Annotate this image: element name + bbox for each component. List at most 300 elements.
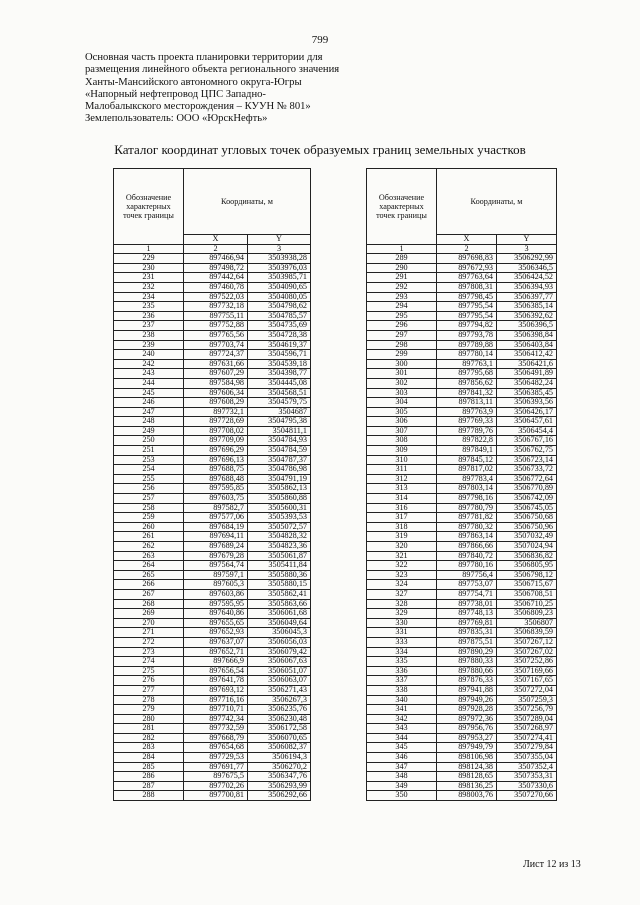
y-coordinate: 3506750,68 xyxy=(497,513,557,523)
table-row xyxy=(367,772,557,782)
x-coordinate: 897584,98 xyxy=(184,378,248,388)
y-coordinate: 3504823,36 xyxy=(248,542,311,552)
y-coordinate: 3506235,76 xyxy=(248,705,311,715)
x-coordinate: 897840,72 xyxy=(437,551,497,561)
x-coordinate: 897763,9 xyxy=(437,407,497,417)
y-coordinate: 3506708,51 xyxy=(497,589,557,599)
x-coordinate: 897783,4 xyxy=(437,474,497,484)
point-number: 347 xyxy=(367,762,437,772)
point-number: 302 xyxy=(367,378,437,388)
y-coordinate: 3503938,28 xyxy=(248,254,311,264)
x-coordinate: 897728,69 xyxy=(184,417,248,427)
x-coordinate: 897738,01 xyxy=(437,599,497,609)
x-coordinate: 897688,75 xyxy=(184,465,248,475)
x-coordinate: 897724,37 xyxy=(184,350,248,360)
point-number: 265 xyxy=(114,570,184,580)
x-coordinate: 897765,56 xyxy=(184,330,248,340)
y-coordinate: 3507274,41 xyxy=(497,733,557,743)
y-coordinate: 3506836,82 xyxy=(497,551,557,561)
point-number: 343 xyxy=(367,724,437,734)
point-number: 293 xyxy=(367,292,437,302)
x-coordinate: 897595,95 xyxy=(184,599,248,609)
x-coordinate: 897863,14 xyxy=(437,532,497,542)
table-row xyxy=(114,282,311,292)
table-row xyxy=(367,561,557,571)
y-coordinate: 3504811,1 xyxy=(248,426,311,436)
x-coordinate: 897702,26 xyxy=(184,781,248,791)
header-line: размещения линейного объекта регионального значения xyxy=(85,64,340,76)
coords-header: Координаты, м xyxy=(184,169,311,235)
x-coordinate: 897708,02 xyxy=(184,426,248,436)
point-number: 292 xyxy=(367,282,437,292)
page-number: 799 xyxy=(311,34,329,46)
x-coordinate: 897442,64 xyxy=(184,273,248,283)
x-coordinate: 897841,32 xyxy=(437,388,497,398)
y-coordinate: 3506421,6 xyxy=(497,359,557,369)
y-coordinate: 3504784,93 xyxy=(248,436,311,446)
point-number: 322 xyxy=(367,561,437,571)
y-coordinate: 3504791,19 xyxy=(248,474,311,484)
x-coordinate: 897694,11 xyxy=(184,532,248,542)
x-coordinate: 897949,26 xyxy=(437,695,497,705)
x-coordinate: 898136,25 xyxy=(437,781,497,791)
table-row xyxy=(367,637,557,647)
table-row xyxy=(114,791,311,801)
x-coordinate: 897607,29 xyxy=(184,369,248,379)
x-coordinate: 897780,14 xyxy=(437,350,497,360)
y-coordinate: 3507272,04 xyxy=(497,685,557,695)
x-coordinate: 897769,81 xyxy=(437,618,497,628)
y-coordinate: 3505880,36 xyxy=(248,570,311,580)
point-number: 238 xyxy=(114,330,184,340)
point-number: 247 xyxy=(114,407,184,417)
x-coordinate: 897729,53 xyxy=(184,753,248,763)
table-row xyxy=(114,292,311,302)
point-number: 330 xyxy=(367,618,437,628)
table-row xyxy=(114,714,311,724)
point-number: 288 xyxy=(114,791,184,801)
point-number: 251 xyxy=(114,446,184,456)
y-coordinate: 3506767,16 xyxy=(497,436,557,446)
point-number: 328 xyxy=(367,599,437,609)
y-coordinate: 3505862,41 xyxy=(248,589,311,599)
y-coordinate: 3507353,31 xyxy=(497,772,557,782)
point-number: 231 xyxy=(114,273,184,283)
point-number: 230 xyxy=(114,263,184,273)
table-row xyxy=(367,340,557,350)
x-coordinate: 897652,93 xyxy=(184,628,248,638)
x-coordinate: 897798,16 xyxy=(437,494,497,504)
y-coordinate: 3506346,5 xyxy=(497,263,557,273)
x-coordinate: 897641,78 xyxy=(184,676,248,686)
point-number: 272 xyxy=(114,637,184,647)
point-label-header: Обозначение характерных точек границы xyxy=(367,169,437,245)
x-coordinate: 897700,81 xyxy=(184,791,248,801)
x-coordinate: 897748,13 xyxy=(437,609,497,619)
x-coordinate: 897696,29 xyxy=(184,446,248,456)
catalog-title: Каталог координат угловых точек образуемых границ земельных участков xyxy=(114,142,526,157)
point-number: 306 xyxy=(367,417,437,427)
y-coordinate: 3506385,45 xyxy=(497,388,557,398)
table-row xyxy=(367,494,557,504)
point-number: 308 xyxy=(367,436,437,446)
point-number: 285 xyxy=(114,762,184,772)
table-row xyxy=(114,628,311,638)
y-coordinate: 3503976,03 xyxy=(248,263,311,273)
table-row xyxy=(114,724,311,734)
x-coordinate: 897953,27 xyxy=(437,733,497,743)
y-coordinate: 3506807 xyxy=(497,618,557,628)
y-coordinate: 3506396,5 xyxy=(497,321,557,331)
x-coordinate: 897780,16 xyxy=(437,561,497,571)
point-number: 255 xyxy=(114,474,184,484)
y-coordinate: 3507267,12 xyxy=(497,637,557,647)
table-row xyxy=(367,417,557,427)
x-coordinate: 897780,79 xyxy=(437,503,497,513)
y-coordinate: 3507032,49 xyxy=(497,532,557,542)
point-number: 335 xyxy=(367,657,437,667)
point-number: 229 xyxy=(114,254,184,264)
point-number: 244 xyxy=(114,378,184,388)
y-coordinate: 3506079,42 xyxy=(248,647,311,657)
y-coordinate: 3506723,14 xyxy=(497,455,557,465)
table-row xyxy=(367,762,557,772)
table-row xyxy=(367,685,557,695)
point-number: 261 xyxy=(114,532,184,542)
y-coordinate: 3506398,84 xyxy=(497,330,557,340)
y-coordinate: 3506745,05 xyxy=(497,503,557,513)
x-coordinate: 897709,09 xyxy=(184,436,248,446)
table-row xyxy=(114,772,311,782)
table-row xyxy=(367,551,557,561)
point-number: 338 xyxy=(367,685,437,695)
x-coordinate: 897595,85 xyxy=(184,484,248,494)
y-coordinate: 3506230,48 xyxy=(248,714,311,724)
table-row xyxy=(114,503,311,513)
table-row xyxy=(114,522,311,532)
y-coordinate: 3506762,75 xyxy=(497,446,557,456)
x-coordinate: 897972,36 xyxy=(437,714,497,724)
y-coordinate: 3506292,99 xyxy=(497,254,557,264)
table-row xyxy=(114,589,311,599)
point-number: 240 xyxy=(114,350,184,360)
x-coordinate: 897710,71 xyxy=(184,705,248,715)
x-coordinate: 897606,34 xyxy=(184,388,248,398)
x-coordinate: 897498,72 xyxy=(184,263,248,273)
table-row xyxy=(367,446,557,456)
point-number: 318 xyxy=(367,522,437,532)
y-coordinate: 3504787,37 xyxy=(248,455,311,465)
y-coordinate: 3506293,99 xyxy=(248,781,311,791)
table-row xyxy=(114,474,311,484)
point-number: 295 xyxy=(367,311,437,321)
point-label-header: Обозначение характерных точек границы xyxy=(114,169,184,245)
table-row xyxy=(367,781,557,791)
x-coordinate: 897769,33 xyxy=(437,417,497,427)
table-row xyxy=(114,570,311,580)
x-coordinate: 897582,7 xyxy=(184,503,248,513)
x-coordinate: 897654,68 xyxy=(184,743,248,753)
y-coordinate: 3506292,66 xyxy=(248,791,311,801)
y-coordinate: 3505061,87 xyxy=(248,551,311,561)
point-number: 286 xyxy=(114,772,184,782)
point-number: 342 xyxy=(367,714,437,724)
y-coordinate: 3506710,25 xyxy=(497,599,557,609)
point-number: 317 xyxy=(367,513,437,523)
table-row xyxy=(114,455,311,465)
point-number: 281 xyxy=(114,724,184,734)
x-coordinate: 897780,32 xyxy=(437,522,497,532)
y-coordinate: 3507268,97 xyxy=(497,724,557,734)
point-number: 237 xyxy=(114,321,184,331)
y-coordinate: 3504080,05 xyxy=(248,292,311,302)
table-row xyxy=(114,302,311,312)
point-number: 312 xyxy=(367,474,437,484)
point-number: 337 xyxy=(367,676,437,686)
y-coordinate: 3506770,89 xyxy=(497,484,557,494)
point-number: 256 xyxy=(114,484,184,494)
y-coordinate: 3507024,94 xyxy=(497,542,557,552)
y-coordinate: 3504735,69 xyxy=(248,321,311,331)
table-row xyxy=(367,359,557,369)
y-coordinate: 3507256,79 xyxy=(497,705,557,715)
y-coordinate: 3506457,61 xyxy=(497,417,557,427)
table-row xyxy=(367,254,557,264)
x-coordinate: 897668,79 xyxy=(184,733,248,743)
point-number: 279 xyxy=(114,705,184,715)
x-coordinate: 897656,54 xyxy=(184,666,248,676)
x-coordinate: 897696,13 xyxy=(184,455,248,465)
x-coordinate: 897817,02 xyxy=(437,465,497,475)
col-number: 3 xyxy=(497,244,557,254)
table-row xyxy=(367,426,557,436)
y-coordinate: 3505411,84 xyxy=(248,561,311,571)
point-number: 280 xyxy=(114,714,184,724)
point-number: 349 xyxy=(367,781,437,791)
point-number: 314 xyxy=(367,494,437,504)
table-row xyxy=(367,388,557,398)
table-row xyxy=(367,436,557,446)
point-number: 253 xyxy=(114,455,184,465)
point-number: 246 xyxy=(114,398,184,408)
table-row xyxy=(114,542,311,552)
y-coordinate: 3506798,12 xyxy=(497,570,557,580)
table-row xyxy=(367,350,557,360)
y-coordinate: 3504619,37 xyxy=(248,340,311,350)
table-row xyxy=(367,589,557,599)
y-coordinate: 3506056,03 xyxy=(248,637,311,647)
x-coordinate: 897675,5 xyxy=(184,772,248,782)
table-row xyxy=(367,570,557,580)
y-coordinate: 3506082,37 xyxy=(248,743,311,753)
point-number: 327 xyxy=(367,589,437,599)
point-number: 345 xyxy=(367,743,437,753)
x-coordinate: 897941,88 xyxy=(437,685,497,695)
y-coordinate: 3506772,64 xyxy=(497,474,557,484)
table-row xyxy=(114,407,311,417)
point-number: 250 xyxy=(114,436,184,446)
point-number: 234 xyxy=(114,292,184,302)
table-row xyxy=(114,618,311,628)
y-coordinate: 3507252,86 xyxy=(497,657,557,667)
x-coordinate: 897698,83 xyxy=(437,254,497,264)
col-number: 1 xyxy=(367,244,437,254)
point-number: 239 xyxy=(114,340,184,350)
x-coordinate: 897813,11 xyxy=(437,398,497,408)
table-row xyxy=(367,676,557,686)
y-coordinate: 3504568,51 xyxy=(248,388,311,398)
table-row xyxy=(367,282,557,292)
table-row xyxy=(367,618,557,628)
point-number: 291 xyxy=(367,273,437,283)
table-row xyxy=(114,551,311,561)
x-coordinate: 897672,93 xyxy=(437,263,497,273)
y-coordinate: 3504728,38 xyxy=(248,330,311,340)
point-number: 329 xyxy=(367,609,437,619)
point-number: 249 xyxy=(114,426,184,436)
point-number: 346 xyxy=(367,753,437,763)
point-number: 311 xyxy=(367,465,437,475)
x-coordinate: 897890,29 xyxy=(437,647,497,657)
y-coordinate: 3504687 xyxy=(248,407,311,417)
table-row xyxy=(367,791,557,801)
coords-header: Координаты, м xyxy=(437,169,557,235)
x-coordinate: 897466,94 xyxy=(184,254,248,264)
x-coordinate: 897564,74 xyxy=(184,561,248,571)
point-number: 334 xyxy=(367,647,437,657)
x-coordinate: 897763,64 xyxy=(437,273,497,283)
table-row xyxy=(114,378,311,388)
y-coordinate: 3506403,84 xyxy=(497,340,557,350)
x-coordinate: 897876,33 xyxy=(437,676,497,686)
x-coordinate: 897732,18 xyxy=(184,302,248,312)
table-row xyxy=(367,522,557,532)
table-row xyxy=(114,369,311,379)
table-row xyxy=(367,705,557,715)
point-number: 259 xyxy=(114,513,184,523)
point-number: 321 xyxy=(367,551,437,561)
x-coordinate: 897803,14 xyxy=(437,484,497,494)
header-line: «Напорный нефтепровод ЦПС Западно- xyxy=(85,88,266,100)
x-coordinate: 897703,74 xyxy=(184,340,248,350)
table-row xyxy=(114,446,311,456)
y-coordinate: 3504579,75 xyxy=(248,398,311,408)
point-number: 245 xyxy=(114,388,184,398)
y-coordinate: 3507330,6 xyxy=(497,781,557,791)
table-row xyxy=(114,330,311,340)
point-number: 320 xyxy=(367,542,437,552)
x-coordinate: 897605,3 xyxy=(184,580,248,590)
point-number: 271 xyxy=(114,628,184,638)
table-row xyxy=(114,273,311,283)
table-row xyxy=(114,580,311,590)
table-row xyxy=(114,311,311,321)
y-coordinate: 3506392,62 xyxy=(497,311,557,321)
x-coordinate: 897793,78 xyxy=(437,330,497,340)
y-coordinate: 3507289,04 xyxy=(497,714,557,724)
point-number: 331 xyxy=(367,628,437,638)
x-coordinate: 897637,07 xyxy=(184,637,248,647)
x-coordinate: 897689,24 xyxy=(184,542,248,552)
table-row xyxy=(367,724,557,734)
table-row xyxy=(114,398,311,408)
x-coordinate: 897795,54 xyxy=(437,302,497,312)
y-coordinate: 3504828,32 xyxy=(248,532,311,542)
y-coordinate: 3506394,93 xyxy=(497,282,557,292)
y-coordinate: 3506412,42 xyxy=(497,350,557,360)
y-coordinate: 3506049,64 xyxy=(248,618,311,628)
x-coordinate: 897666,9 xyxy=(184,657,248,667)
y-coordinate: 3506482,24 xyxy=(497,378,557,388)
table-row xyxy=(367,263,557,273)
point-number: 348 xyxy=(367,772,437,782)
y-coordinate: 3504798,62 xyxy=(248,302,311,312)
x-coordinate: 897688,48 xyxy=(184,474,248,484)
point-number: 340 xyxy=(367,695,437,705)
point-number: 263 xyxy=(114,551,184,561)
x-coordinate: 897849,1 xyxy=(437,446,497,456)
point-number: 260 xyxy=(114,522,184,532)
x-coordinate: 897691,77 xyxy=(184,762,248,772)
document-header xyxy=(85,52,339,126)
x-coordinate: 897732,1 xyxy=(184,407,248,417)
table-row xyxy=(114,321,311,331)
x-coordinate: 898106,98 xyxy=(437,753,497,763)
y-coordinate: 3506393,56 xyxy=(497,398,557,408)
x-coordinate: 897789,88 xyxy=(437,340,497,350)
x-coordinate: 897608,29 xyxy=(184,398,248,408)
x-coordinate: 897577,06 xyxy=(184,513,248,523)
table-row xyxy=(114,609,311,619)
y-coordinate: 3507352,4 xyxy=(497,762,557,772)
y-coordinate: 3506271,43 xyxy=(248,685,311,695)
y-coordinate: 3506809,23 xyxy=(497,609,557,619)
y-coordinate: 3506742,09 xyxy=(497,494,557,504)
x-coordinate: 897640,86 xyxy=(184,609,248,619)
table-row xyxy=(114,637,311,647)
point-number: 350 xyxy=(367,791,437,801)
point-number: 297 xyxy=(367,330,437,340)
point-number: 275 xyxy=(114,666,184,676)
point-number: 243 xyxy=(114,369,184,379)
point-number: 287 xyxy=(114,781,184,791)
table-row xyxy=(114,705,311,715)
y-coordinate: 3505393,53 xyxy=(248,513,311,523)
table-row xyxy=(114,494,311,504)
y-coordinate: 3505600,31 xyxy=(248,503,311,513)
table-row xyxy=(114,254,311,264)
y-coordinate: 3504784,59 xyxy=(248,446,311,456)
point-number: 299 xyxy=(367,350,437,360)
y-coordinate: 3506397,77 xyxy=(497,292,557,302)
x-coordinate: 897753,07 xyxy=(437,580,497,590)
point-number: 277 xyxy=(114,685,184,695)
point-number: 344 xyxy=(367,733,437,743)
y-coordinate: 3506839,59 xyxy=(497,628,557,638)
x-coordinate: 897875,51 xyxy=(437,637,497,647)
x-coordinate: 897822,8 xyxy=(437,436,497,446)
point-number: 309 xyxy=(367,446,437,456)
y-coordinate: 3506063,07 xyxy=(248,676,311,686)
x-coordinate: 897603,75 xyxy=(184,494,248,504)
x-coordinate: 897789,76 xyxy=(437,426,497,436)
y-coordinate: 3504795,38 xyxy=(248,417,311,427)
table-row xyxy=(114,666,311,676)
col-number: 2 xyxy=(184,244,248,254)
table-row xyxy=(114,753,311,763)
table-row xyxy=(367,647,557,657)
y-coordinate: 3506424,52 xyxy=(497,273,557,283)
